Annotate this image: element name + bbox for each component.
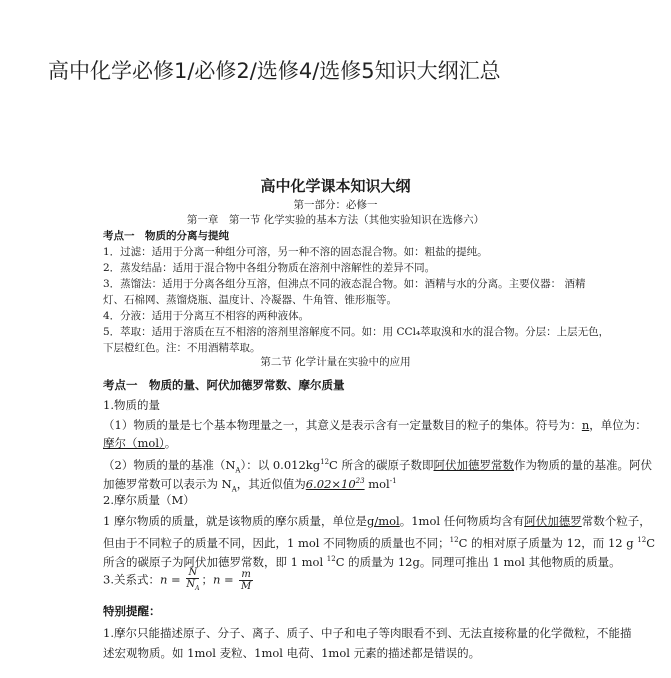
- relation-formula: 3.关系式：n = $\frac{N}{N_A}$ ；n = $\frac{m}{M}$: [103, 567, 252, 592]
- tip-para-2: 述宏观物质。如 1mol 麦粒、1mol 电荷、1mol 元素的描述都是错误的。: [103, 646, 481, 660]
- tip-para-1: 1.摩尔只能描述原子、分子、离子、质子、中子和电子等肉眼看不到、无法直接称量的化学微粒，不能描: [103, 626, 632, 640]
- sub2-para-1: 1 摩尔物质的质量，就是该物质的摩尔质量，单位是g/mol。1mol 任何物质均含有阿伏加德罗常数个粒子，: [103, 514, 651, 528]
- avogadro-underlined-2: 阿伏加德罗: [524, 514, 582, 528]
- sub1-para-3: 加德罗常数可以表示为 $N_A$，其近似值为$6.02\times 10^{23}$ mol$^{-1}$: [103, 477, 397, 494]
- sub2-para-3: 所含的碳原子为阿伏加德罗常数，即 1 mol $^{12}$C 的质量为 12g。同理可推出 1 mol 其他物质的质量。: [103, 555, 621, 569]
- section-2-heading: 第二节 化学计量在实验中的应用: [260, 356, 411, 368]
- unit-mol: 摩尔（mol）: [103, 436, 165, 450]
- main-title: 高中化学课本知识大纲: [260, 177, 411, 195]
- part-heading: 第一部分：必修一: [293, 199, 378, 211]
- symbol-n: n: [581, 418, 590, 432]
- sub1-para-2: （2）物质的量的基准$(N_A)$：以 $0.012kg^{12}C$ 所含的碳原子数即阿伏加德罗常数作为物质的量的基准。阿伏: [103, 458, 653, 475]
- kp1-title: 考点一 物质的分离与提纯: [103, 230, 229, 242]
- sub2-para-2: 但由于不同粒子的质量不同，因此，1 mol 不同物质的质量也不同；$^{12}$C 的相对原子质量为 12，而 12 g $^{12}$C: [103, 536, 656, 550]
- sub2-title: 2.摩尔质量（M）: [103, 493, 195, 507]
- fraction-n-over-na: $\frac{N}{N_A}$: [186, 567, 200, 592]
- chapter-heading: 第一章 第一节 化学实验的基本方法（其他实验知识在选修六）: [186, 214, 485, 226]
- kp1-item-5: 5．萃取：适用于溶质在互不相溶的溶剂里溶解度不同。如：用 CCl₄萃取溴和水的混合物。分层：上层无色，: [103, 326, 610, 338]
- sub1-title: 1.物质的量: [103, 398, 160, 412]
- kp1-item-5-cont: 下层橙红色。注：不用酒精萃取。: [103, 342, 261, 354]
- kp2-title: 考点一 物质的量、阿伏加德罗常数、摩尔质量: [103, 378, 345, 392]
- kp1-item-2: 2．蒸发结晶：适用于混合物中各组分物质在溶剂中溶解性的差异不同。: [103, 262, 436, 274]
- avogadro-value: $6.02\times 10^{23}$: [305, 477, 365, 491]
- sub1-para-1-cont: 摩尔（mol）。: [103, 436, 177, 450]
- tip-title: 特别提醒：: [103, 604, 161, 618]
- kp1-item-1: 1．过滤：适用于分离一种组分可溶，另一种不溶的固态混合物。如：粗盐的提纯。: [103, 246, 488, 258]
- document-title: 高中化学必修1/必修2/选修4/选修5知识大纲汇总: [48, 59, 501, 83]
- kp1-item-3-cont: 灯、石棉网、蒸馏烧瓶、温度计、冷凝器、牛角管、锥形瓶等。: [103, 294, 397, 306]
- unit-g-mol: g/mol: [366, 514, 400, 528]
- avogadro-underlined: 阿伏加德罗常数: [433, 458, 515, 472]
- kp1-item-4: 4．分液：适用于分离互不相容的两种液体。: [103, 310, 310, 322]
- kp1-item-3: 3．蒸馏法：适用于分离各组分互溶，但沸点不同的液态混合物。如：酒精与水的分离。主要仪器： 酒精: [103, 278, 586, 290]
- fraction-m-over-m: $\frac{m}{M}$: [240, 569, 252, 592]
- sub1-para-1: （1）物质的量是七个基本物理量之一，其意义是表示含有一定量数目的粒子的集体。符号为：n，单位为：: [103, 418, 647, 432]
